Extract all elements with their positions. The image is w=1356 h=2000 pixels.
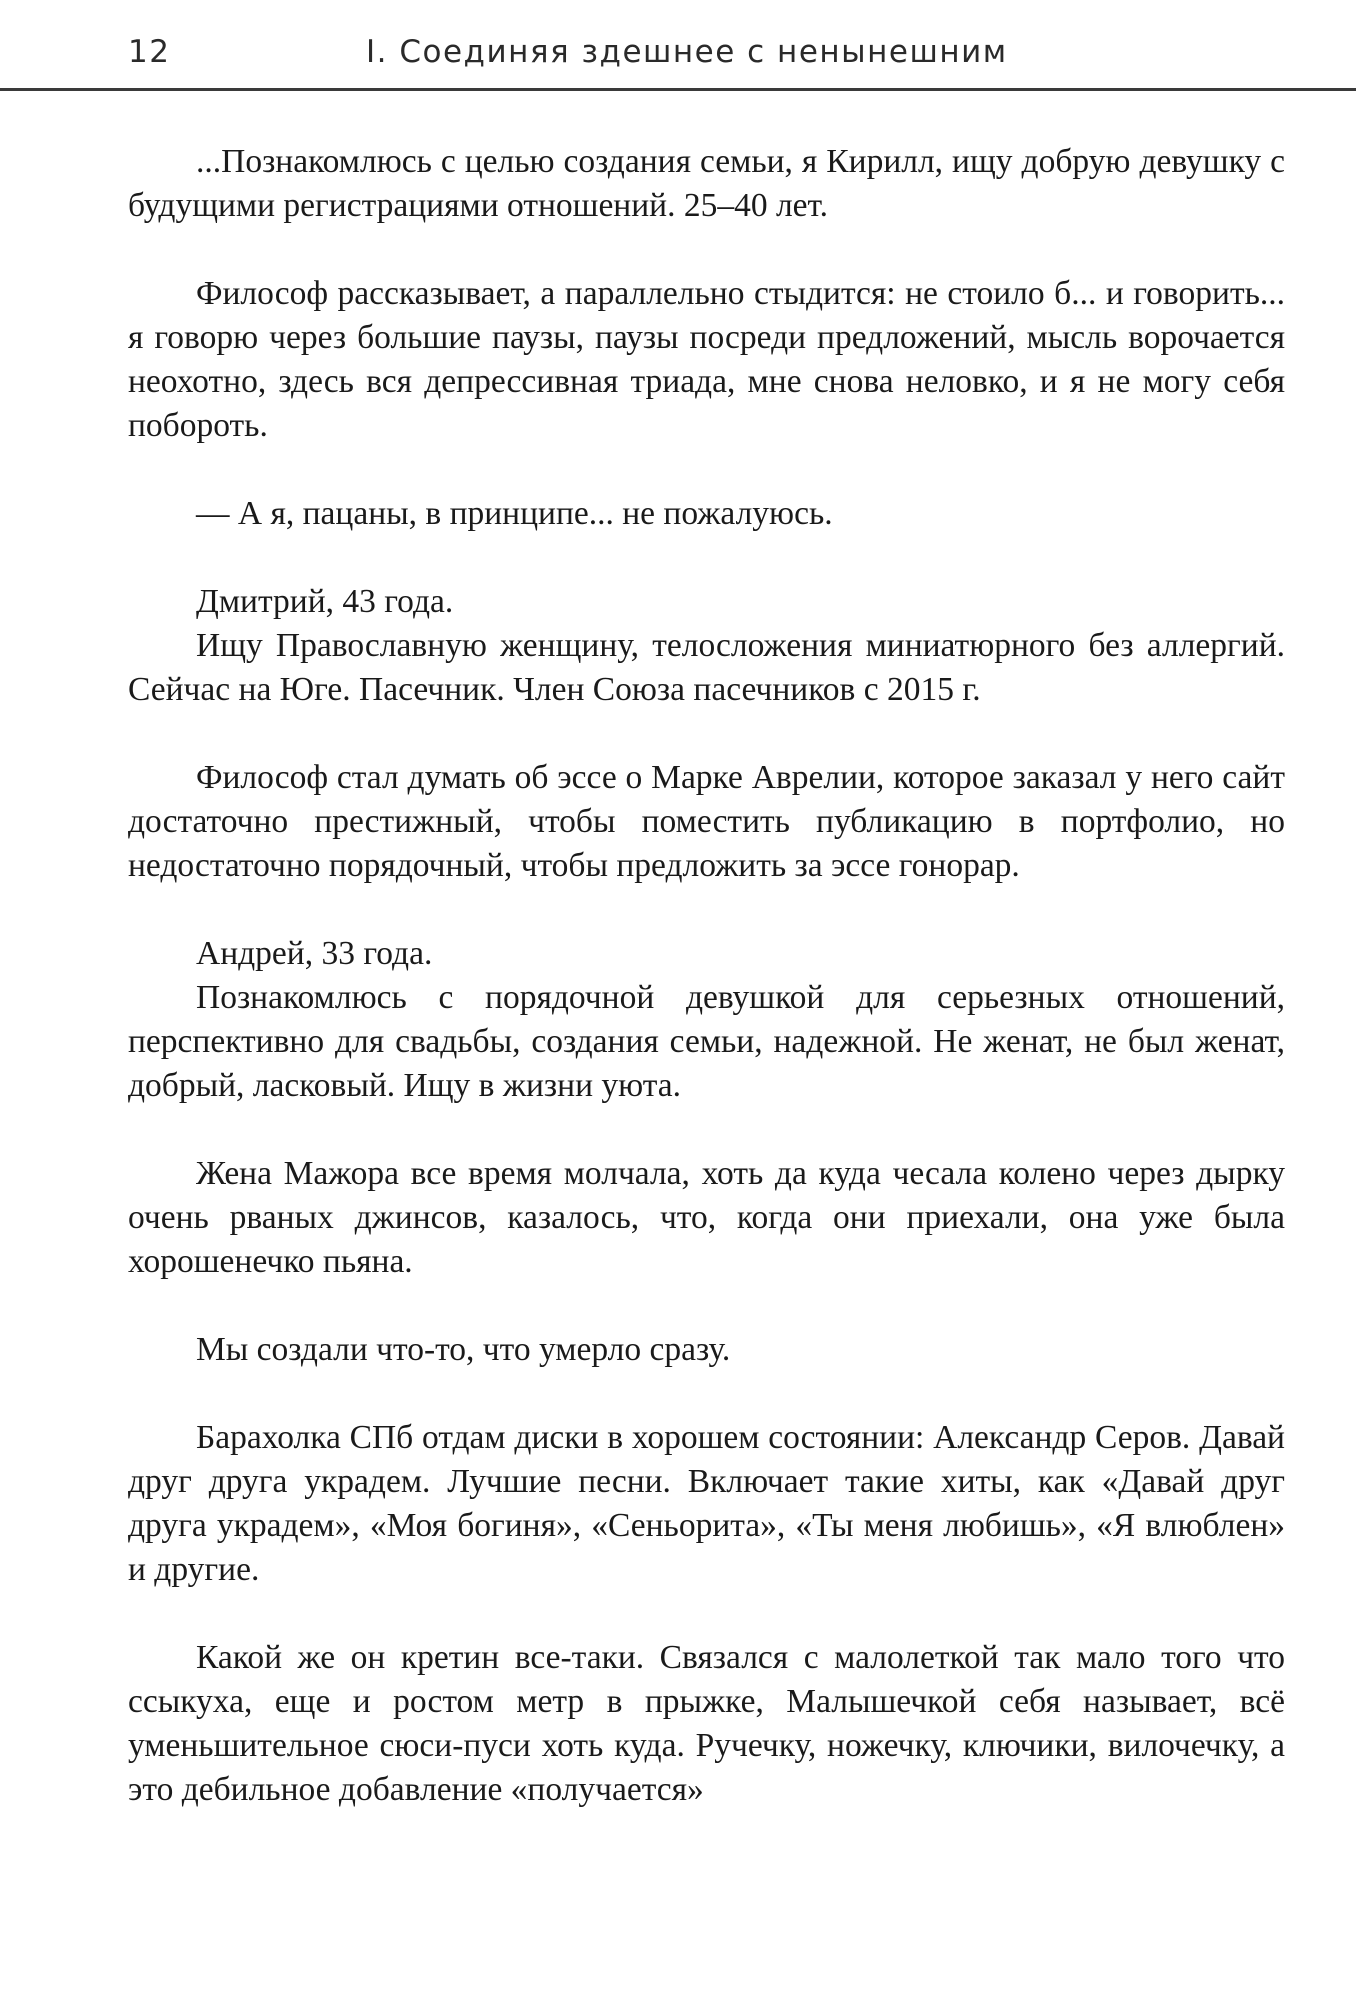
chapter-title: I. Соединяя здешнее с ненынешним: [366, 34, 1008, 70]
entry-dmitry: [128, 580, 1285, 712]
entry-dmitry-text: Ищу Православную женщину, телосложения миниатюрного без аллергий. Сейчас на Юге. Пасечник. Член Союза пасечников с 2015 г.: [128, 627, 1285, 708]
running-head: [128, 34, 1278, 78]
paragraph-what-a-cretin: Какой же он кретин все-таки. Связался с малолеткой так мало того что ссыкуха, еще и ростом метр в прыжке, Малышечкой себя называет, всё уменьшительное сюси-пуси хоть куда. Ручечку, ножечку, ключики, вилочечку, а это дебильное добавление «получается»: [128, 1639, 1285, 1808]
entry-dmitry-name: Дмитрий, 43 года.: [196, 583, 454, 620]
paragraph-philosopher-ashamed: Философ рассказывает, а параллельно стыдится: не стоило б... и говорить... я говорю через большие паузы, паузы посреди предложений, мысль ворочается неохотно, здесь вся депрессивная триада, мне снова неловко, и я не могу себя побороть.: [128, 275, 1285, 444]
paragraph-marcus-aurelius-essay: Философ стал думать об эссе о Марке Аврелии, которое заказал у него сайт достаточно престижный, чтобы поместить публикацию в портфолио, но недостаточно порядочный, чтобы предложить за эссе гонорар.: [128, 759, 1285, 884]
header-rule: [0, 88, 1356, 91]
paragraph-major-wife: Жена Мажора все время молчала, хоть да куда чесала колено через дырку очень рваных джинсов, казалось, что, когда они приехали, она уже была хорошенечко пьяна.: [128, 1155, 1285, 1280]
paragraph-created-something: Мы создали что-то, что умерло сразу.: [196, 1331, 731, 1368]
paragraph-flea-market-ad: Барахолка СПб отдам диски в хорошем состоянии: Александр Серов. Давай друг друга украдем. Лучшие песни. Включает такие хиты, как «Давай друг друга украдем», «Моя богиня», «Сеньорита», «Ты меня любишь», «Я влюблен» и другие.: [128, 1419, 1285, 1588]
paragraph-kirill-ad: ...Познакомлюсь с целью создания семьи, я Кирилл, ищу добрую девушку с будущими регистрациями отношений. 25–40 лет.: [128, 143, 1285, 224]
entry-andrey-text: Познакомлюсь с порядочной девушкой для серьезных отношений, перспективно для свадьбы, создания семьи, надежной. Не женат, не был женат, добрый, ласковый. Ищу в жизни уюта.: [128, 979, 1285, 1104]
body-text: [128, 140, 1285, 1856]
entry-andrey: [128, 932, 1285, 1108]
entry-andrey-name: Андрей, 33 года.: [196, 935, 433, 972]
page-number: 12: [128, 34, 171, 70]
paragraph-dialogue-line: — А я, пацаны, в принципе... не пожалуюсь.: [196, 495, 833, 532]
